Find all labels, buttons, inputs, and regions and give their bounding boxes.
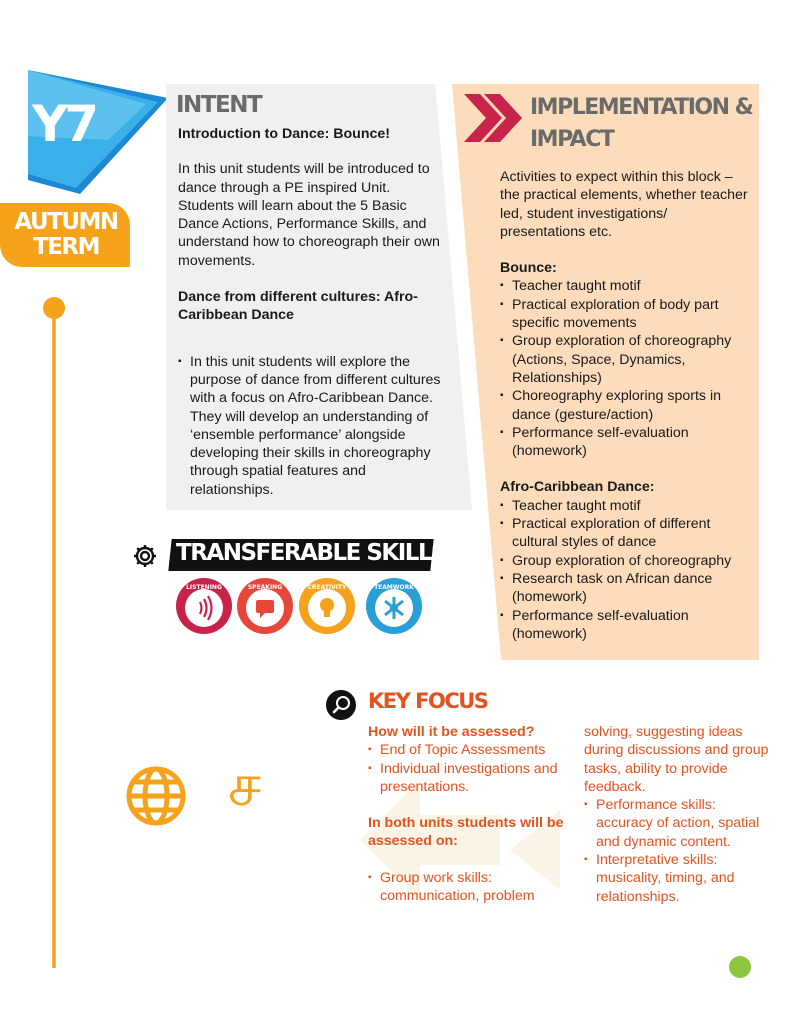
list-item: ▪ Group exploration of choreography <box>500 552 750 570</box>
term-label: AUTUMN TERM <box>14 209 118 260</box>
gear-icon <box>132 543 158 569</box>
list-item: ▪ End of Topic Assessments <box>368 741 573 759</box>
skill-label-teamwork: TEAMWORK <box>374 584 414 591</box>
implementation-title-line2: IMPACT <box>530 127 614 152</box>
skills-assessed-list <box>368 869 573 906</box>
list-item: ▪ Teacher taught motif <box>500 277 750 295</box>
intent-title: INTENT <box>176 92 262 118</box>
speech-bubble-icon <box>236 577 294 635</box>
magnifier-icon <box>326 690 356 720</box>
list-item: ▪ Individual investigations and presentations. <box>368 760 573 797</box>
unit1-title: Introduction to Dance: Bounce! <box>178 126 391 142</box>
list-item-continuation: solving, suggesting ideas during discussions and group tasks, ability to provide feedback. <box>584 724 769 795</box>
assess-list <box>368 741 573 796</box>
list-item: ▪ Choreography exploring sports in dance (gesture/action) <box>500 387 750 424</box>
list-item: ▪ Practical exploration of different cultural styles of dance <box>500 515 750 552</box>
list-item: ▪ Research task on African dance (homework) <box>500 570 750 607</box>
unit2-list <box>178 353 448 499</box>
lightbulb-icon <box>298 577 356 635</box>
sound-waves-icon <box>175 577 233 635</box>
assess-question: How will it be assessed? <box>368 724 535 740</box>
implementation-title <box>530 92 752 156</box>
afro-list <box>500 497 750 643</box>
key-focus-column-1 <box>368 723 573 905</box>
implementation-title-line1: IMPLEMENTATION & <box>530 95 753 120</box>
language-script-icon: ச <box>228 750 262 820</box>
skill-label-listening: LISTENING <box>186 584 222 591</box>
teamwork-icon <box>365 577 423 635</box>
list-item: ▪ In this unit students will explore the purpose of dance from different cultures with a focus on Afro-Caribbean Dance. They will develop an understanding of ‘ensemble performance’ alongside developing their skills in choreography through spatial features and relationships. <box>178 353 448 499</box>
unit1-description: In this unit students will be introduced to dance through a PE inspired Unit. Students will learn about the 5 Basic Dance Actions, Performance Skills, and understand how to choreograph their own movements. <box>178 161 440 269</box>
skill-label-creativity: CREATIVITY <box>307 584 347 591</box>
globe-icon <box>124 764 188 828</box>
skills-assessed-list-cont <box>584 796 774 906</box>
list-item: ▪ Performance self-evaluation (homework) <box>500 607 750 644</box>
both-units-heading: In both units students will be assessed on: <box>368 815 564 850</box>
list-item: ▪ Interpretative skills: musicality, timing, and relationships. <box>584 851 774 906</box>
bounce-list <box>500 277 750 460</box>
key-focus-column-2 <box>584 723 774 906</box>
chevron-right-icon <box>462 92 524 144</box>
list-item: ▪ Group work skills: communication, problem <box>368 869 573 906</box>
unit2-title: Dance from different cultures: Afro-Caribbean Dance <box>178 289 418 324</box>
list-item: ▪ Group exploration of choreography (Actions, Space, Dynamics, Relationships) <box>500 332 750 387</box>
list-item: ▪ Practical exploration of body part specific movements <box>500 296 750 333</box>
list-item: ▪ Performance skills: accuracy of action, spatial and dynamic content. <box>584 796 774 851</box>
intent-body <box>178 125 448 499</box>
list-item: ▪ Performance self-evaluation (homework) <box>500 424 750 461</box>
bounce-heading: Bounce: <box>500 260 557 277</box>
implementation-intro: Activities to expect within this block –the practical elements, whether teacher led, student investigations/ presentations etc. <box>500 169 748 240</box>
year-label: Y7 <box>32 95 95 153</box>
implementation-body <box>500 168 750 661</box>
skills-title: TRANSFERABLE SKILLS: <box>176 540 454 566</box>
key-focus-title: KEY FOCUS <box>368 689 488 713</box>
skill-label-speaking: SPEAKING <box>247 584 283 591</box>
afro-heading: Afro-Caribbean Dance: <box>500 479 655 496</box>
list-item: ▪ Teacher taught motif <box>500 497 750 515</box>
